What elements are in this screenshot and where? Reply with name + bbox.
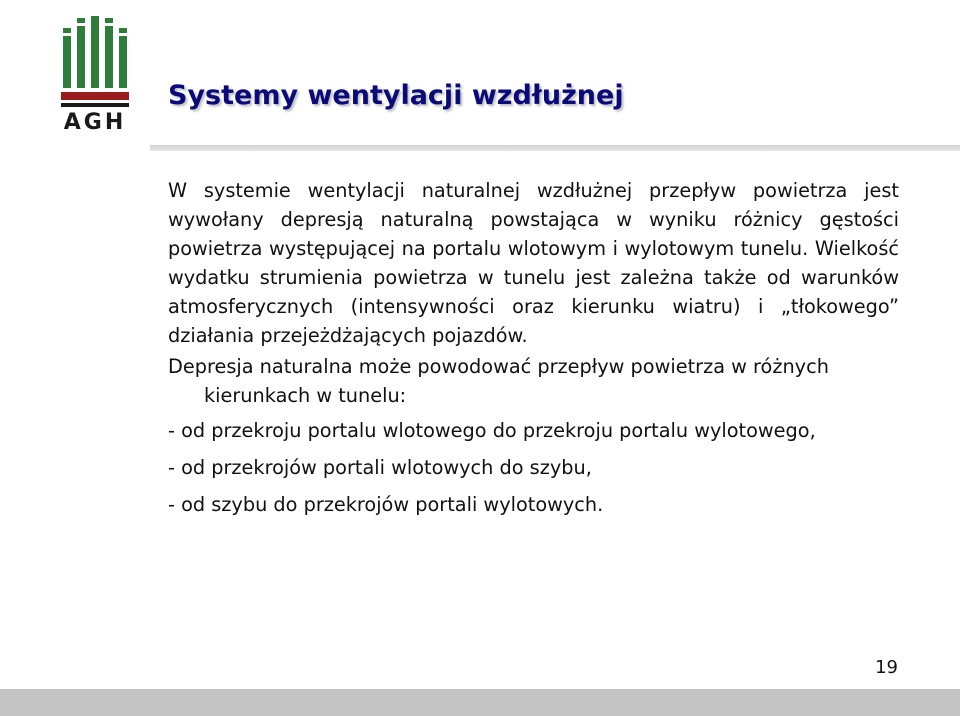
body-paragraph: Depresja naturalna może powodować przepływ powietrza w różnych kierunkach w tunelu:	[168, 355, 829, 407]
footer-bar	[0, 689, 960, 716]
logo-text: AGH	[63, 110, 127, 135]
list-item: - od szybu do przekrojów portali wylotowych.	[168, 493, 604, 516]
page-title: Systemy wentylacji wzdłużnej	[168, 80, 624, 111]
title-divider	[150, 145, 960, 151]
page-number: 19	[875, 657, 898, 678]
list-item: - od przekrojów portali wlotowych do szybu,	[168, 456, 592, 479]
body-text	[168, 176, 899, 519]
body-sentence: Wielkość wydatku strumienia powietrza w tunelu jest zależna także od warunków atmosferycznych (intensywności oraz kierunku wiatru) i „tłokowego” działania przejeżdżających pojazdów.	[168, 237, 899, 347]
body-sentence: W systemie wentylacji naturalnej wzdłużnej przepływ powietrza jest wywołany depresją naturalną powstająca w wyniku różnicy gęstości powietrza występującej na portalu wlotowym i wylotowym tunelu.	[168, 179, 899, 260]
agh-logo	[58, 14, 132, 138]
body-paragraph	[168, 176, 899, 350]
list-item: - od przekroju portalu wlotowego do przekroju portalu wylotowego,	[168, 419, 816, 442]
